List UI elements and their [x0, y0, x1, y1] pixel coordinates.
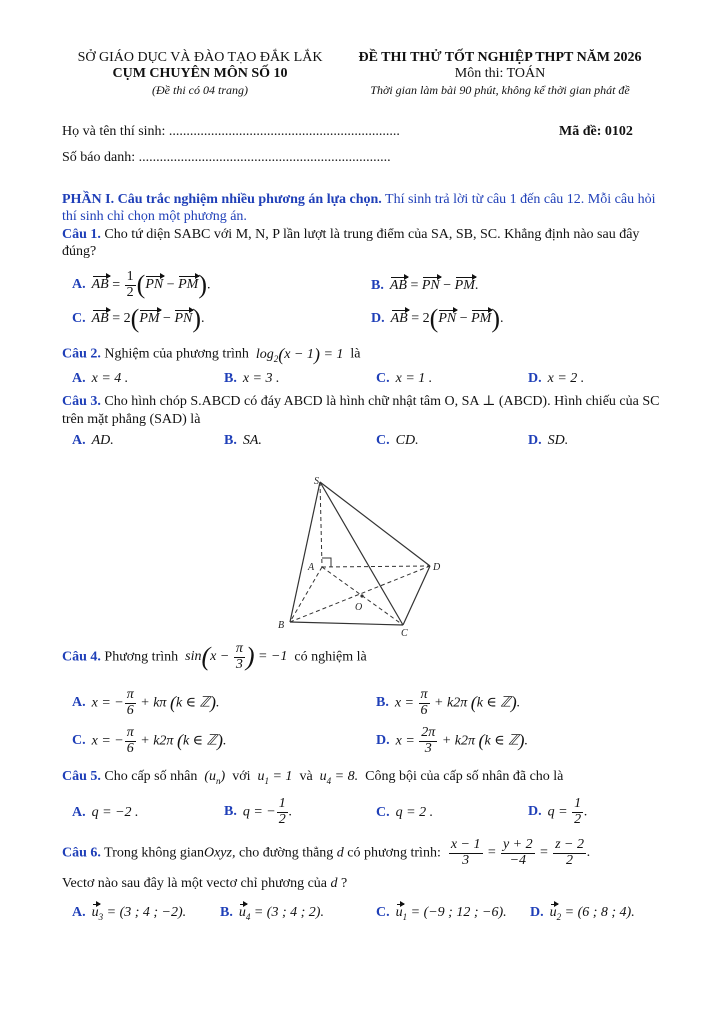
q6-number: Câu 6. — [62, 845, 101, 861]
header-left-line1: SỞ GIÁO DỤC VÀ ĐÀO TẠO ĐẮK LẮK — [77, 50, 323, 65]
q2-option-b[interactable] — [224, 371, 280, 387]
q2-value-a: x = 4 . — [91, 371, 129, 386]
q4-stem — [62, 642, 367, 672]
q6-option-d[interactable]: D. $u_2 = (6$ ; 8 ; 4). — [530, 905, 635, 922]
header-left-line3: (Đề thi có 04 trang) — [152, 83, 248, 97]
q4-text-before: Phương trình — [104, 649, 179, 665]
q1-number: Câu 1. — [62, 227, 101, 242]
q4-text-after: có nghiệm là — [294, 649, 367, 665]
q2-option-c[interactable] — [376, 371, 432, 387]
q1-option-c[interactable]: C. AB = 2(PM − PN). — [72, 304, 205, 333]
q6-option-a[interactable]: A. $u_3 = (3$ ; 4 ; −2). — [72, 905, 187, 922]
q6-option-b[interactable]: B. $u_4 = (3$ ; 4 ; 2). — [220, 905, 324, 922]
q3-option-a[interactable] — [72, 433, 114, 449]
label-d: D — [433, 562, 441, 573]
part1-instruction: Thí sinh trả lời từ câu 1 đến câu 12. Mỗi câu hỏi thí sinh chỉ chọn một phương án. — [62, 192, 656, 224]
q2-stem — [62, 344, 361, 365]
header-left-line2: CỤM CHUYÊN MÔN SỐ 10 — [112, 66, 288, 81]
q5-label-c: C. — [376, 805, 390, 820]
q5-option-a[interactable]: A. q = −2 . — [72, 805, 139, 820]
q3-label-d: D. — [528, 433, 542, 448]
edge-sd — [320, 482, 430, 566]
student-name-field: Họ và tên thí sinh: .................................................................. — [62, 124, 400, 139]
q3-value-b: SA. — [242, 433, 262, 448]
q3-text: Cho hình chóp S.ABCD có đáy ABCD là hình chữ nhật tâm O, SA ⊥ (ABCD). Hình chiếu của SC trên mặt phẳng (SAD) là — [62, 394, 660, 427]
q2-number: Câu 2. — [62, 346, 101, 362]
q5-text-with: với — [232, 769, 251, 784]
q5-u1: $u_1 = 1$ — [253, 769, 296, 786]
q1-label-c: C. — [72, 311, 86, 327]
header-right-line2: Môn thi: TOÁN — [454, 66, 546, 81]
q2-value-b: x = 3 . — [242, 371, 280, 386]
header-right-line1: ĐỀ THI THỬ TỐT NGHIỆP THPT NĂM 2026 — [358, 50, 642, 65]
q1-option-d[interactable]: D. AB = 2(PN − PM). — [371, 304, 504, 333]
q5-sequence: $(u_n)$ — [200, 769, 229, 786]
q6-value-b: = (3 ; 4 ; 2). — [253, 905, 324, 920]
q1-text: Cho tứ diện SABC với M, N, P lần lượt là trung điểm của SA, SB, SC. Khẳng định nào sau đây đúng? — [62, 227, 640, 259]
edge-bc — [290, 622, 403, 625]
label-c: C — [401, 628, 408, 639]
q2-text-before: Nghiệm của phương trình — [104, 346, 249, 362]
q2-label-b: B. — [224, 371, 237, 386]
q2-option-a[interactable] — [72, 371, 128, 387]
q1-stem — [62, 226, 662, 260]
q3-stem — [62, 393, 662, 429]
q6-question-d: d — [330, 876, 338, 891]
q6-value-d: = (6 ; 8 ; 4). — [564, 905, 635, 920]
q3-number: Câu 3. — [62, 394, 101, 409]
q4-label-a: A. — [72, 695, 86, 711]
q5-option-b[interactable]: B. q = − $\frac{1}{2}$ . — [224, 796, 293, 827]
exam-code: Mã đề: 0102 — [559, 124, 633, 139]
edge-sb — [290, 482, 320, 622]
q4-option-c[interactable]: C. x = − $\frac{\pi}{6}$ + k2π (k ∈ ℤ). — [72, 725, 227, 756]
q2-value-d: x = 2 . — [547, 371, 585, 386]
q3-label-a: A. — [72, 433, 86, 448]
q6-value-a: = (3 ; 4 ; −2). — [106, 905, 187, 920]
q1-option-a[interactable]: A. AB = $\frac{1}{2}$ (PN − PM). — [72, 269, 211, 300]
q5-option-c[interactable]: C. q = 2 . — [376, 805, 434, 820]
q5-text-before: Cho cấp số nhân — [104, 769, 198, 784]
q4-label-d: D. — [376, 733, 390, 749]
edge-sa — [320, 482, 322, 567]
q6-line-equation: $\frac{x - 1}{3}$ = $\frac{y + 2}{-4}$ = $\frac{z - 2}{2}$ . — [450, 837, 591, 868]
q2-option-d[interactable] — [528, 371, 584, 387]
edge-ab — [290, 567, 322, 622]
q3-value-a: AD. — [91, 433, 114, 448]
q4-option-b[interactable]: B. x = $\frac{\pi}{6}$ + k2π (k ∈ ℤ). — [376, 687, 521, 718]
q2-value-c: x = 1 . — [395, 371, 433, 386]
q3-option-b[interactable] — [224, 433, 262, 449]
q5-u4: $u_4 = 8$. — [316, 769, 362, 786]
q6-question-text: Vectơ nào sau đây là một vectơ chỉ phương của — [62, 876, 327, 891]
q3-option-d[interactable] — [528, 433, 568, 449]
q5-number: Câu 5. — [62, 769, 101, 784]
q4-option-d[interactable]: D. x = $\frac{2\pi}{3}$ + k2π (k ∈ ℤ). — [376, 725, 529, 756]
edge-ad — [322, 566, 430, 567]
q5-option-d[interactable]: D. q = $\frac{1}{2}$ . — [528, 796, 588, 827]
q2-equation: $\log_2(x - 1) = 1$ — [252, 344, 347, 364]
label-o: O — [355, 602, 363, 613]
q1-label-a: A. — [72, 277, 86, 293]
q2-label-c: C. — [376, 371, 390, 386]
q1-label-b: B. — [371, 278, 384, 293]
q3-label-c: C. — [376, 433, 390, 448]
q6-line-name: d — [336, 845, 344, 861]
pyramid-figure — [270, 470, 450, 640]
q5-stem — [62, 769, 563, 786]
q5-text-after: Công bội của cấp số nhân đã cho là — [365, 769, 564, 784]
q3-option-c[interactable] — [376, 433, 419, 449]
q6-label-b: B. — [220, 905, 233, 920]
q5-label-b: B. — [224, 804, 237, 820]
q1-label-d: D. — [371, 311, 385, 327]
header-right-line3: Thời gian làm bài 90 phút, không kể thời gian phát đề — [370, 83, 630, 97]
q2-label-d: D. — [528, 371, 542, 386]
q6-text-after: có phương trình: — [347, 845, 441, 861]
q4-option-a[interactable]: A. x = − $\frac{\pi}{6}$ + kπ (k ∈ ℤ). — [72, 687, 220, 718]
q6-text-before: Trong không gian — [104, 845, 204, 861]
q6-space: Oxyz, — [203, 845, 236, 861]
q4-equation: sin(x − $\frac{\pi}{3}$ ) = −1 — [181, 641, 291, 672]
q5-text-and: và — [299, 769, 313, 784]
q5-label-a: A. — [72, 805, 86, 820]
point-o — [360, 594, 363, 597]
q6-question-end: ? — [341, 876, 348, 891]
q4-label-b: B. — [376, 695, 389, 711]
label-s: S — [314, 476, 319, 487]
part1-header — [62, 191, 662, 225]
q3-value-c: CD. — [395, 433, 419, 448]
diag-bd — [290, 566, 430, 622]
q6-label-c: C. — [376, 905, 390, 920]
q6-question — [62, 876, 347, 892]
q6-option-c[interactable]: C. $u_1 = (-9$ ; 12 ; −6). — [376, 905, 507, 922]
q6-text-mid: cho đường thẳng — [238, 845, 334, 861]
q1-option-b[interactable]: B. AB = PN − PM. — [371, 278, 479, 293]
q5-label-d: D. — [528, 804, 542, 820]
student-id-field: Số báo danh: ........................................................................ — [62, 150, 391, 165]
label-b: B — [278, 620, 285, 631]
q6-value-c: = (−9 ; 12 ; −6). — [410, 905, 507, 920]
label-a: A — [308, 562, 315, 573]
q3-value-d: SD. — [547, 433, 569, 448]
q3-label-b: B. — [224, 433, 237, 448]
q2-text-after: là — [350, 346, 361, 362]
right-angle-mark — [322, 558, 331, 567]
q4-number: Câu 4. — [62, 649, 101, 665]
q4-label-c: C. — [72, 733, 86, 749]
q6-label-a: A. — [72, 905, 86, 920]
q6-stem — [62, 838, 591, 868]
q2-label-a: A. — [72, 371, 86, 386]
part1-heading: PHẦN I. Câu trắc nghiệm nhiều phương án lựa chọn. — [62, 192, 382, 207]
q6-label-d: D. — [530, 905, 544, 920]
